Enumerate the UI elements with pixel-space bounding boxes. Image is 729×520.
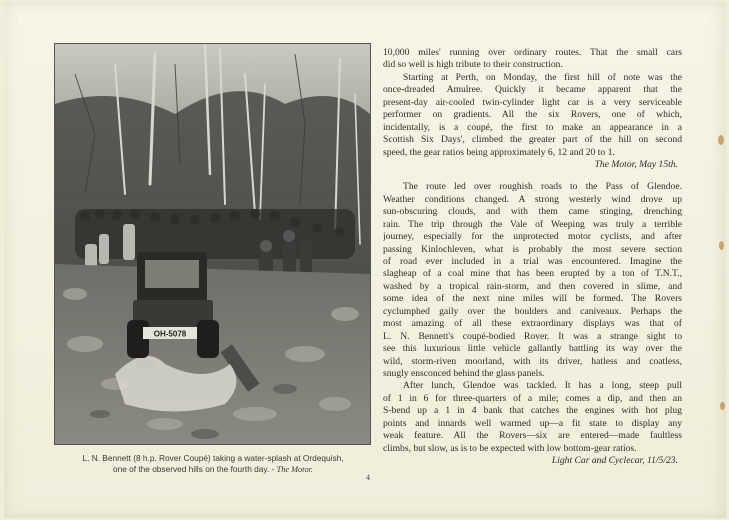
text-line: slagheap of a coal mine that has been erupted by a ton of T.N.T., — [383, 268, 682, 280]
text-line: sun-obscuring clouds, and with them came stinging, drenching — [383, 206, 682, 218]
text-line: see this luxurious little vehicle gallantly battling its way over the — [383, 343, 682, 355]
text-line: Weather conditions changed. A strong westerly wind drove up — [383, 193, 682, 205]
text-line: journey, especially for the unprotected motor cyclists, and after — [383, 231, 682, 243]
text-line: Starting at Perth, on Monday, the first hill of note was the — [403, 71, 682, 83]
text-line: once-dreaded Amulree. Quickly it became apparent that the — [383, 84, 682, 96]
caption-line-2: one of the observed hills on the fourth day. - The Motor. — [112, 464, 313, 474]
license-plate: OH-5078 — [153, 329, 187, 339]
text-line: performer on gradients. All the six Rovers, one of which, — [383, 109, 682, 121]
text-line: rain. The trip through the Vale of Weeping was truly a terrible — [383, 218, 682, 230]
caption-line: L. N. Bennett (8 h.p. Rover Coupé) taking a water-splash at Ordequish, — [82, 453, 344, 463]
text-line: S-bend up a 1 in 4 bank that catches the engines with hot plug — [383, 405, 682, 417]
text-line: Scottish Six Days', climbed the greater part of the hill on second — [383, 134, 682, 146]
text-line: After lunch, Glendoe was tackled. It has a long, steep pull — [403, 380, 682, 392]
paper-stain — [720, 402, 725, 410]
text-line: The route led over roughish roads to the Pass of Glendoe. — [403, 181, 682, 193]
book-page — [4, 2, 726, 518]
attribution-2: Light Car and Cyclecar, 11/5/23. — [551, 455, 678, 466]
page-number: 4 — [366, 473, 370, 482]
text-line: of 1 in 6 for three-quarters of a mile; comes a dip, and then an — [383, 392, 682, 404]
paper-stain — [718, 135, 724, 145]
caption-source: The Motor. — [276, 465, 313, 474]
text-line: of road ever included in a trial was encountered. Imagine the — [383, 256, 682, 267]
text-line: snugly ensconced behind the glass panels. — [383, 367, 545, 379]
text-line: weak feature. All the Rovers—six are entered—made faultless — [383, 430, 682, 442]
attribution: The Motor, May 15th. — [594, 158, 678, 170]
text-line: present-day air-cooled twin-cylinder light car is a very serviceable — [383, 96, 682, 108]
text-line: speed, the gear ratios being approximately 6, 12 and 20 to 1. — [383, 146, 615, 158]
text-line: passing Kinlochleven, what is probably the most severe section — [383, 243, 682, 255]
text-line: incidentally, is a coupé, the first to make an appearance in a — [383, 121, 682, 133]
photograph — [54, 43, 371, 445]
rover-coupe-photo — [55, 44, 370, 444]
text-line: climbs, but slow, as is to be expected with low bottom-gear ratios. — [383, 442, 637, 454]
text-line: some idea of the next nine miles will be formed. The Rovers — [383, 293, 682, 305]
photo-caption — [52, 453, 374, 475]
text-line: 10,000 miles' running over ordinary routes. That the small cars — [383, 47, 682, 58]
text-line: did so well is high tribute to their construction. — [383, 59, 563, 71]
text-line: wild, storm-riven moorland, with its driver, hatless and coatless, — [383, 355, 682, 367]
text-line: most amazing of all these extraordinary displays was that of — [383, 318, 682, 330]
article-column — [383, 47, 682, 467]
text-line: cyclumphed gaily over the boulders and caniveaux. Perhaps the — [383, 305, 682, 317]
text-line: L. N. Bennett's coupé-bodied Rover. It was a strange sight to — [383, 330, 682, 342]
text-line: points and innards well warmed up—a fit state to display any — [383, 417, 682, 429]
text-line: washed by a tropical rain-storm, and then covered in slime, and — [383, 280, 682, 292]
paper-stain — [719, 241, 724, 250]
